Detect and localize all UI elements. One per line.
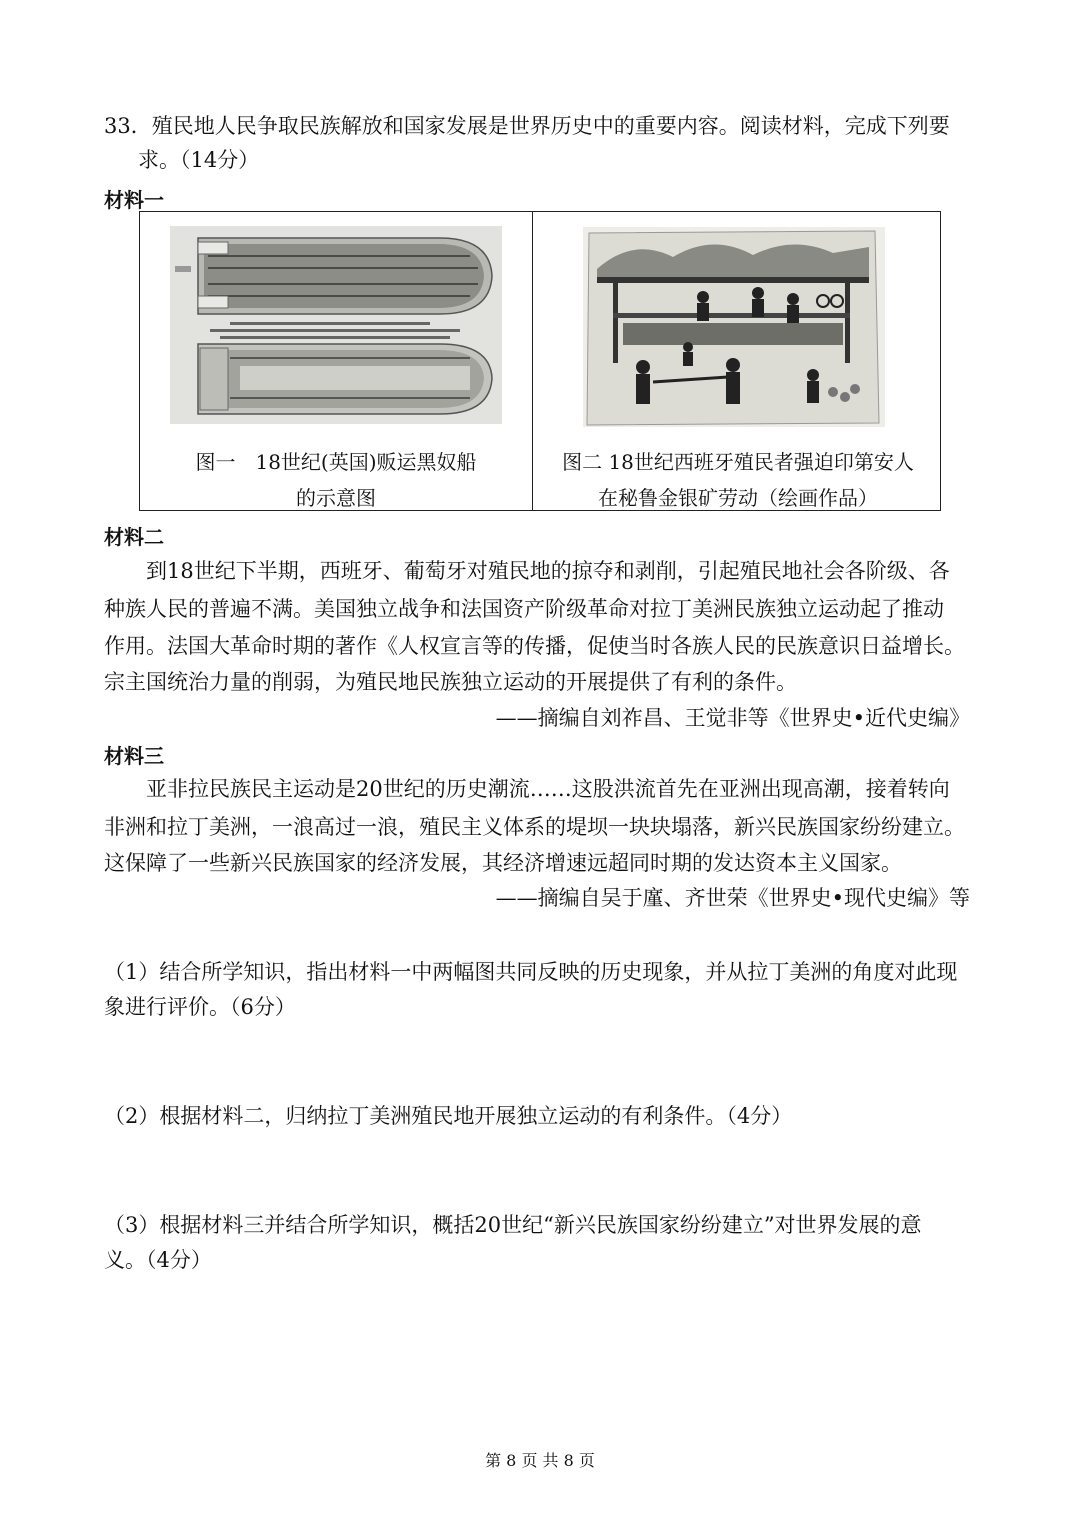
figure-divider (532, 212, 533, 510)
sub-question-2: （2）根据材料二，归纳拉丁美洲殖民地开展独立运动的有利条件。（4分） (104, 1104, 793, 1128)
material2-label: 材料二 (104, 525, 164, 549)
material3-text-line: 这保障了一些新兴民族国家的经济发展，其经济增速远超同时期的发达资本主义国家。 (104, 851, 902, 875)
sub-question-3-line1: （3）根据材料三并结合所学知识，概括20世纪“新兴民族国家纷纷建立”对世界发展的意 (104, 1213, 922, 1237)
figure-table (139, 211, 941, 511)
material1-label: 材料一 (104, 188, 164, 212)
material3-text-line: 亚非拉民族民主运动是20世纪的历史潮流……这股洪流首先在亚洲出现高潮，接着转向 (146, 777, 950, 801)
material2-text-line: 种族人民的普遍不满。美国独立战争和法国资产阶级革命对拉丁美洲民族独立运动起了推动 (104, 597, 944, 621)
page-footer: 第 8 页 共 8 页 (485, 1451, 595, 1470)
figure2-caption-line2: 在秘鲁金银矿劳动（绘画作品） (598, 486, 878, 510)
mine-labor-painting-image (583, 227, 885, 427)
material3-label: 材料三 (104, 744, 164, 768)
figure1-caption-line1: 图一 18世纪(英国)贩运黑奴船 (195, 450, 477, 474)
sub-question-1-line1: （1）结合所学知识，指出材料一中两幅图共同反映的历史现象，并从拉丁美洲的角度对此现 (104, 960, 958, 984)
slave-ship-diagram-image (170, 226, 502, 424)
material2-text-line: 到18世纪下半期，西班牙、葡萄牙对殖民地的掠夺和剥削，引起殖民地社会各阶级、各 (146, 559, 950, 583)
material3-text-line: 非洲和拉丁美洲，一浪高过一浪，殖民主义体系的堤坝一块块塌落，新兴民族国家纷纷建立。 (104, 815, 965, 839)
material2-source: ——摘编自刘祚昌、王觉非等《世界史•近代史编》 (495, 706, 970, 730)
sub-question-3-line2: 义。（4分） (104, 1248, 212, 1272)
question-stem-line2: 求。（14分） (138, 148, 260, 172)
question-stem-line1: 33．殖民地人民争取民族解放和国家发展是世界历史中的重要内容。阅读材料，完成下列要 (104, 114, 950, 138)
material3-source: ——摘编自吴于廑、齐世荣《世界史•现代史编》等 (495, 886, 970, 910)
sub-question-1-line2: 象进行评价。（6分） (104, 995, 296, 1019)
material2-text-line: 作用。法国大革命时期的著作《人权宣言等的传播，促使当时各族人民的民族意识日益增长。 (104, 634, 965, 658)
material2-text-line: 宗主国统治力量的削弱，为殖民地民族独立运动的开展提供了有利的条件。 (104, 670, 797, 694)
figure1-caption-line2: 的示意图 (296, 486, 376, 510)
figure2-caption-line1: 图二 18世纪西班牙殖民者强迫印第安人 (562, 450, 914, 474)
